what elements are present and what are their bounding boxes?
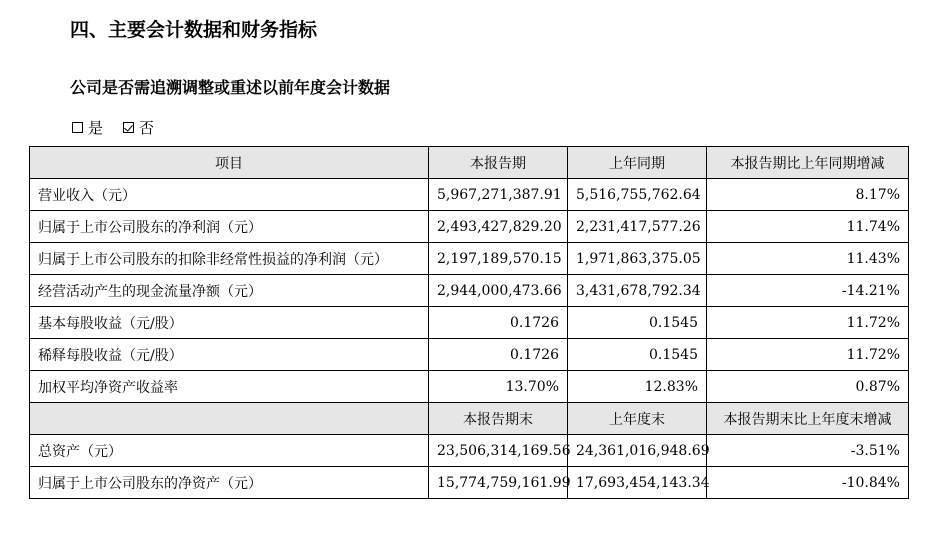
table-row (30, 307, 909, 339)
change-value: -14.21% (707, 275, 909, 307)
table-row (30, 211, 909, 243)
change-value: 11.74% (707, 211, 909, 243)
current-value: 2,197,189,570.15 (429, 243, 568, 275)
table-row (30, 179, 909, 211)
current-value: 5,967,271,387.91 (429, 179, 568, 211)
row-label: 归属于上市公司股东的扣除非经常性损益的净利润（元） (30, 243, 429, 275)
table-header-row (30, 147, 909, 179)
table-row (30, 435, 909, 467)
row-label: 总资产（元） (30, 435, 429, 467)
section-title: 四、主要会计数据和财务指标 (70, 19, 318, 41)
table-row (30, 339, 909, 371)
table-header-row (30, 403, 909, 435)
change-value: -10.84% (707, 467, 909, 499)
change-value: 8.17% (707, 179, 909, 211)
column-header: 本报告期 (429, 147, 568, 179)
row-label: 营业收入（元） (30, 179, 429, 211)
table-row (30, 371, 909, 403)
current-value: 2,944,000,473.66 (429, 275, 568, 307)
prior-value: 0.1545 (568, 307, 707, 339)
row-label: 归属于上市公司股东的净资产（元） (30, 467, 429, 499)
prior-value: 2,231,417,577.26 (568, 211, 707, 243)
table-row (30, 467, 909, 499)
prior-value: 1,971,863,375.05 (568, 243, 707, 275)
yes-option-label: 是 (88, 119, 104, 137)
current-value: 23,506,314,169.56 (429, 435, 568, 467)
restatement-options (72, 117, 154, 138)
row-label: 经营活动产生的现金流量净额（元） (30, 275, 429, 307)
yes-checkbox-icon[interactable] (72, 122, 83, 133)
change-value: 11.72% (707, 339, 909, 371)
financial-indicators-table (29, 146, 909, 499)
no-checkbox-checked-icon[interactable] (123, 122, 134, 133)
row-label: 归属于上市公司股东的净利润（元） (30, 211, 429, 243)
current-value: 2,493,427,829.20 (429, 211, 568, 243)
change-value: 0.87% (707, 371, 909, 403)
prior-value: 17,693,454,143.34 (568, 467, 707, 499)
prior-value: 12.83% (568, 371, 707, 403)
current-value: 15,774,759,161.99 (429, 467, 568, 499)
table-row (30, 275, 909, 307)
current-value: 13.70% (429, 371, 568, 403)
prior-value: 5,516,755,762.64 (568, 179, 707, 211)
column-header: 项目 (30, 147, 429, 179)
column-header: 本报告期比上年同期增减 (707, 147, 909, 179)
row-label: 稀释每股收益（元/股） (30, 339, 429, 371)
prior-value: 0.1545 (568, 339, 707, 371)
column-header (30, 403, 429, 435)
column-header: 上年同期 (568, 147, 707, 179)
column-header: 本报告期末比上年度末增减 (707, 403, 909, 435)
current-value: 0.1726 (429, 307, 568, 339)
restatement-question: 公司是否需追溯调整或重述以前年度会计数据 (70, 78, 391, 97)
row-label: 加权平均净资产收益率 (30, 371, 429, 403)
prior-value: 3,431,678,792.34 (568, 275, 707, 307)
table-row (30, 243, 909, 275)
row-label: 基本每股收益（元/股） (30, 307, 429, 339)
column-header: 上年度末 (568, 403, 707, 435)
change-value: 11.72% (707, 307, 909, 339)
change-value: 11.43% (707, 243, 909, 275)
column-header: 本报告期末 (429, 403, 568, 435)
change-value: -3.51% (707, 435, 909, 467)
current-value: 0.1726 (429, 339, 568, 371)
no-option-label: 否 (139, 119, 155, 137)
prior-value: 24,361,016,948.69 (568, 435, 707, 467)
